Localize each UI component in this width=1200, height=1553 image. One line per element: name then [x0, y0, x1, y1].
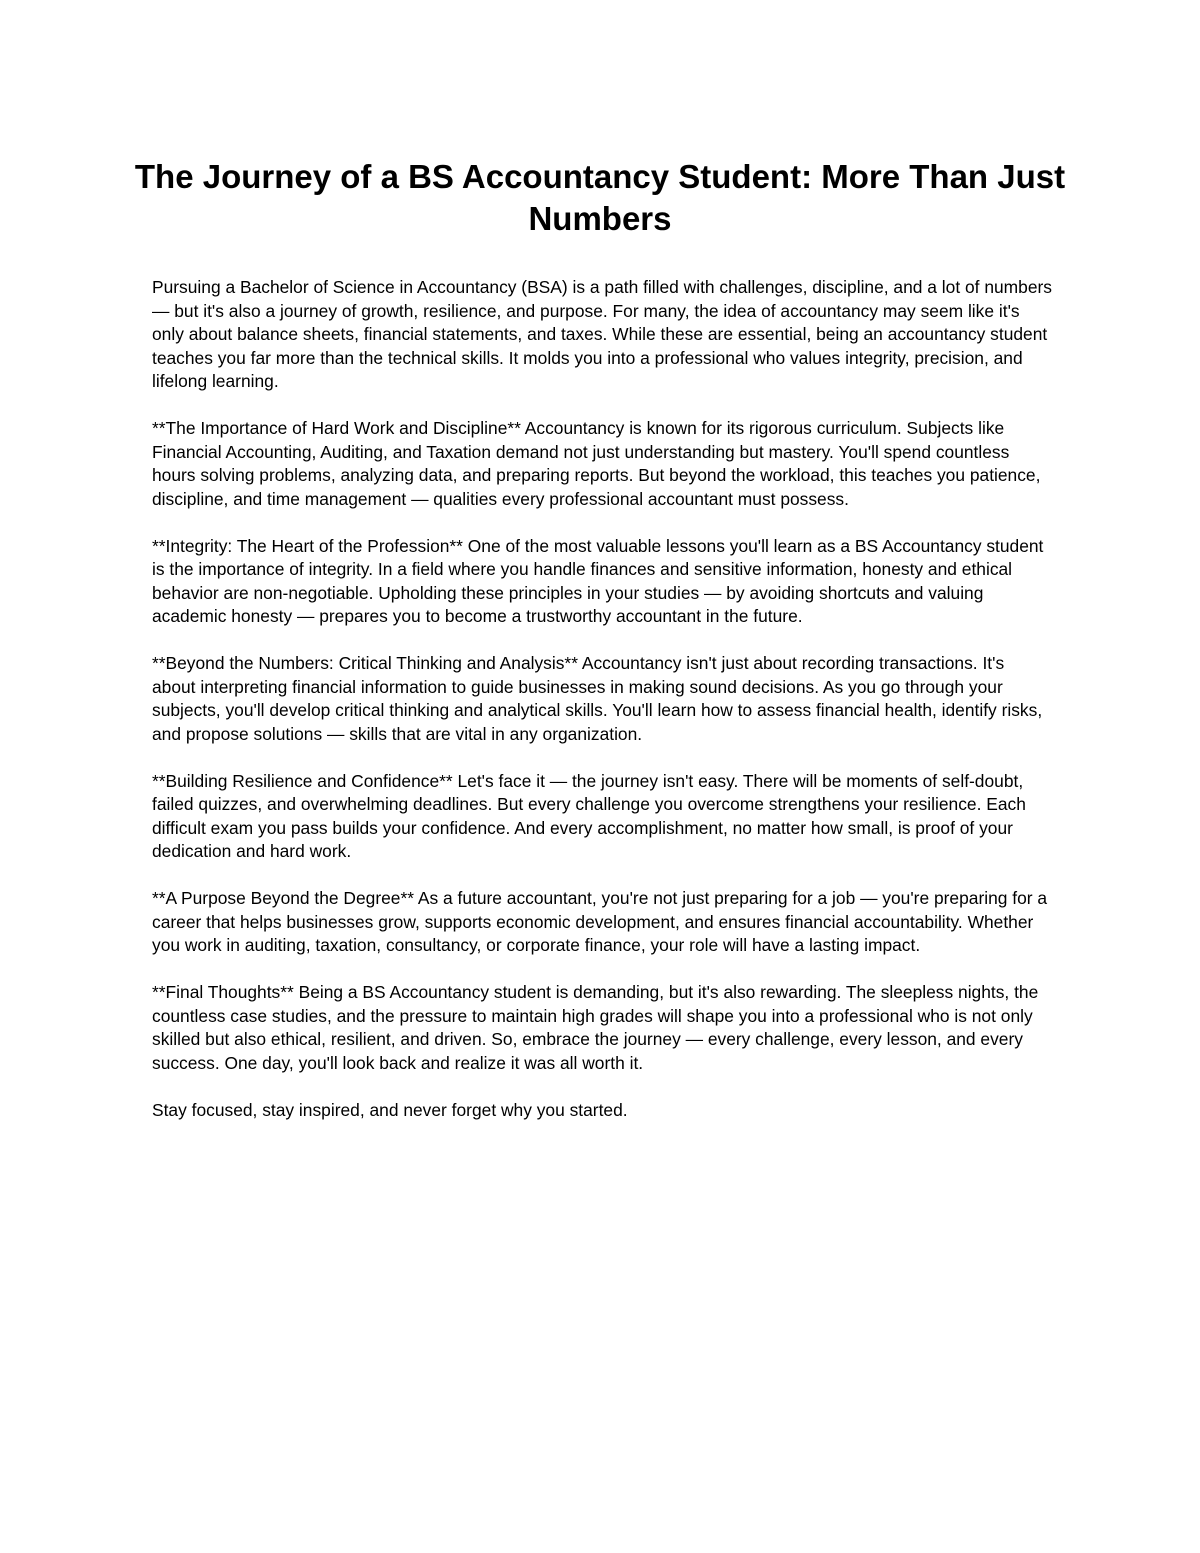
resilience-paragraph: **Building Resilience and Confidence** Let's face it — the journey isn't easy. There will be moments of self-doubt, failed quizzes, and overwhelming deadlines. But every challenge you overcome strengthens your resilience. Each difficult exam you pass builds your confidence. And every accomplishment, no matter how small, is proof of your dedication and hard work.	[152, 770, 1026, 861]
document-title: The Journey of a BS Accountancy Student: More Than Just Numbers	[134, 158, 1066, 237]
critical-thinking-paragraph: **Beyond the Numbers: Critical Thinking and Analysis** Accountancy isn't just about recording transactions. It's about interpreting financial information to guide businesses in making sound decisions. As you go through your subjects, you'll develop critical thinking and analytical skills. You'll learn how to assess financial health, identify risks, and propose solutions — skills that are vital in any organization.	[152, 653, 1043, 744]
hard-work-paragraph: **The Importance of Hard Work and Discipline** Accountancy is known for its rigorous curriculum. Subjects like Financial Accounting, Auditing, and Taxation demand not just understanding but mastery. You'll spend countless hours solving problems, analyzing data, and preparing reports. But beyond the workload, this teaches you patience, discipline, and time management — qualities every professional accountant must possess.	[152, 418, 1041, 509]
intro-paragraph: Pursuing a Bachelor of Science in Accountancy (BSA) is a path filled with challenges, discipline, and a lot of numbers — but it's also a journey of growth, resilience, and purpose. For many, the idea of accountancy may seem like it's only about balance sheets, financial statements, and taxes. While these are essential, being an accountancy student teaches you far more than the technical skills. It molds you into a professional who values integrity, precision, and lifelong learning.	[152, 277, 1052, 391]
integrity-paragraph: **Integrity: The Heart of the Profession** One of the most valuable lessons you'll learn as a BS Accountancy student is the importance of integrity. In a field where you handle finances and sensitive information, honesty and ethical behavior are non-negotiable. Upholding these principles in your studies — by avoiding shortcuts and valuing academic honesty — prepares you to become a trustworthy accountant in the future.	[152, 535, 1044, 626]
final-thoughts-paragraph: **Final Thoughts** Being a BS Accountancy student is demanding, but it's also rewarding. The sleepless nights, the countless case studies, and the pressure to maintain high grades will shape you into a professional who is not only skilled but also ethical, resilient, and driven. So, embrace the journey — every challenge, every lesson, and every success. One day, you'll look back and realize it was all worth it.	[152, 982, 1039, 1073]
closing-paragraph: Stay focused, stay inspired, and never forget why you started.	[152, 1099, 628, 1120]
document-body	[152, 276, 1052, 1146]
purpose-paragraph: **A Purpose Beyond the Degree** As a future accountant, you're not just preparing for a job — you're preparing for a career that helps businesses grow, supports economic development, and ensures financial accountability. Whether you work in auditing, taxation, consultancy, or corporate finance, your role will have a lasting impact.	[152, 888, 1048, 955]
